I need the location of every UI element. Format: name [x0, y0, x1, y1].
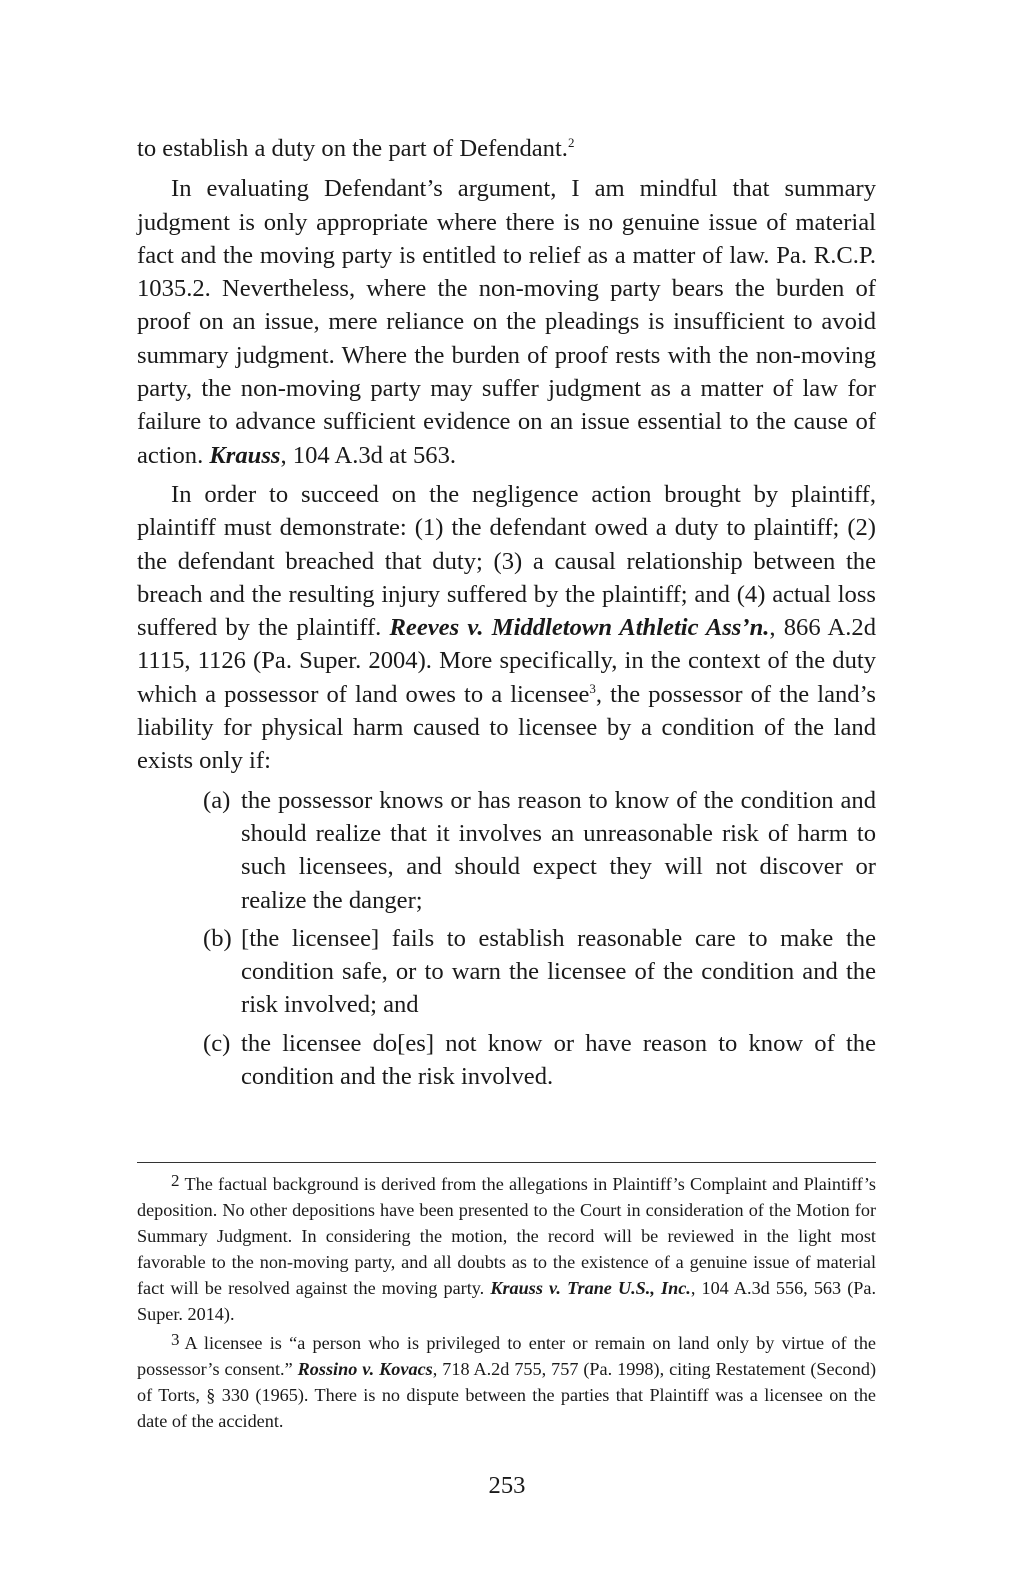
case-citation: Krauss: [209, 441, 281, 469]
body-text: [137, 132, 876, 1093]
case-citation: Krauss v. Trane U.S., Inc.: [490, 1278, 691, 1298]
footnotes-section: [137, 1162, 876, 1437]
paragraph-text: In evaluating Defendant’s argument, I am mindful that summary judgment is only appropriate where there is no genuine issue of material fact and the moving party is entitled to relief as a matter of law. Pa. R.C.P. 1035.2. Nevertheless, where the non-moving party bears the burden of proof on an issue, mere reliance on the pleadings is insufficient to avoid summary judgment. Where the burden of proof rests with the non-moving party, the non-moving party may suffer judgment as a matter of law for failure to advance sufficient evidence on an issue essential to the cause of action.: [137, 175, 876, 469]
list-marker: (a): [203, 786, 231, 814]
paragraph-text: , 866 A.2d 1115, 1126 (Pa. Super. 2004). More specifically, in the context of the duty which a possessor of land owes to a licensee: [137, 614, 877, 708]
list-item: [203, 922, 876, 1022]
paragraph-text: In order to succeed on the negligence action brought by plaintiff, plaintiff must demonstrate: (1) the defendant owed a duty to plaintiff; (2) the defendant breached that duty; (3) a causal relationship between the breach and the resulting injury suffered by the plaintiff; and (4) actual loss suffered by the plaintiff.: [137, 480, 876, 642]
footnote-text: A licensee is “a person who is privileged to enter or remain on land only by virtue of the possessor’s consent.”: [137, 1333, 876, 1379]
footnote-2: [137, 1171, 876, 1327]
footnote-reference-2[interactable]: 2: [567, 135, 575, 150]
list-item-text: the licensee do[es] not know or have reason to know of the condition and the risk involved.: [241, 1029, 876, 1091]
licensee-conditions-list: [137, 784, 876, 1094]
paragraph-text: to establish a duty on the part of Defendant.: [137, 135, 568, 162]
footnote-text: The factual background is derived from the allegations in Plaintiff’s Complaint and Plaintiff’s deposition. No other depositions have been presented to the Court in consideration of the Motion for Summary Judgment. In considering the motion, the record will be reviewed in the light most favorable to the non-moving party, and all doubts as to the existence of a genuine issue of material fact will be resolved against the moving party.: [137, 1174, 876, 1298]
footnote-number: 3: [171, 1330, 180, 1349]
page-number: 253: [488, 1472, 526, 1499]
paragraph-negligence-elements: [137, 478, 876, 778]
list-item: [203, 784, 876, 917]
list-marker: (b): [203, 924, 232, 952]
footnote-reference-3[interactable]: 3: [589, 680, 596, 696]
footnote-text: , 718 A.2d 755, 757 (Pa. 1998), citing Restatement (Second) of Torts, § 330 (1965). There is no dispute between the parties that Plaintiff was a licensee on the date of the accident.: [137, 1359, 876, 1431]
main-text-block: [137, 132, 876, 1098]
footnote-3: [137, 1330, 876, 1434]
list-item-text: [the licensee] fails to establish reasonable care to make the condition safe, or to warn the licensee of the condition and the risk involved; and: [241, 924, 876, 1019]
list-marker: (c): [203, 1029, 231, 1057]
footnote-divider: [137, 1162, 876, 1163]
paragraph-text: , the possessor of the land’s liability for physical harm caused to licensee by a condition of the land exists only if:: [137, 680, 876, 775]
footnote-number: 2: [171, 1171, 180, 1190]
case-citation: Reeves v. Middletown Athletic Ass’n.: [389, 614, 770, 642]
case-citation: Rossino v. Kovacs: [297, 1359, 433, 1379]
paragraph-continuation: [137, 132, 876, 165]
footnote-text: , 104 A.3d 556, 563 (Pa. Super. 2014).: [137, 1278, 877, 1324]
list-item: [203, 1027, 876, 1094]
paragraph-text: , 104 A.3d at 563.: [280, 441, 457, 469]
list-item-text: the possessor knows or has reason to know of the condition and should realize that it involves an unreasonable risk of harm to such licensees, and should expect they will not discover or realize the danger;: [241, 786, 876, 914]
paragraph-summary-judgment-standard: [137, 172, 876, 472]
